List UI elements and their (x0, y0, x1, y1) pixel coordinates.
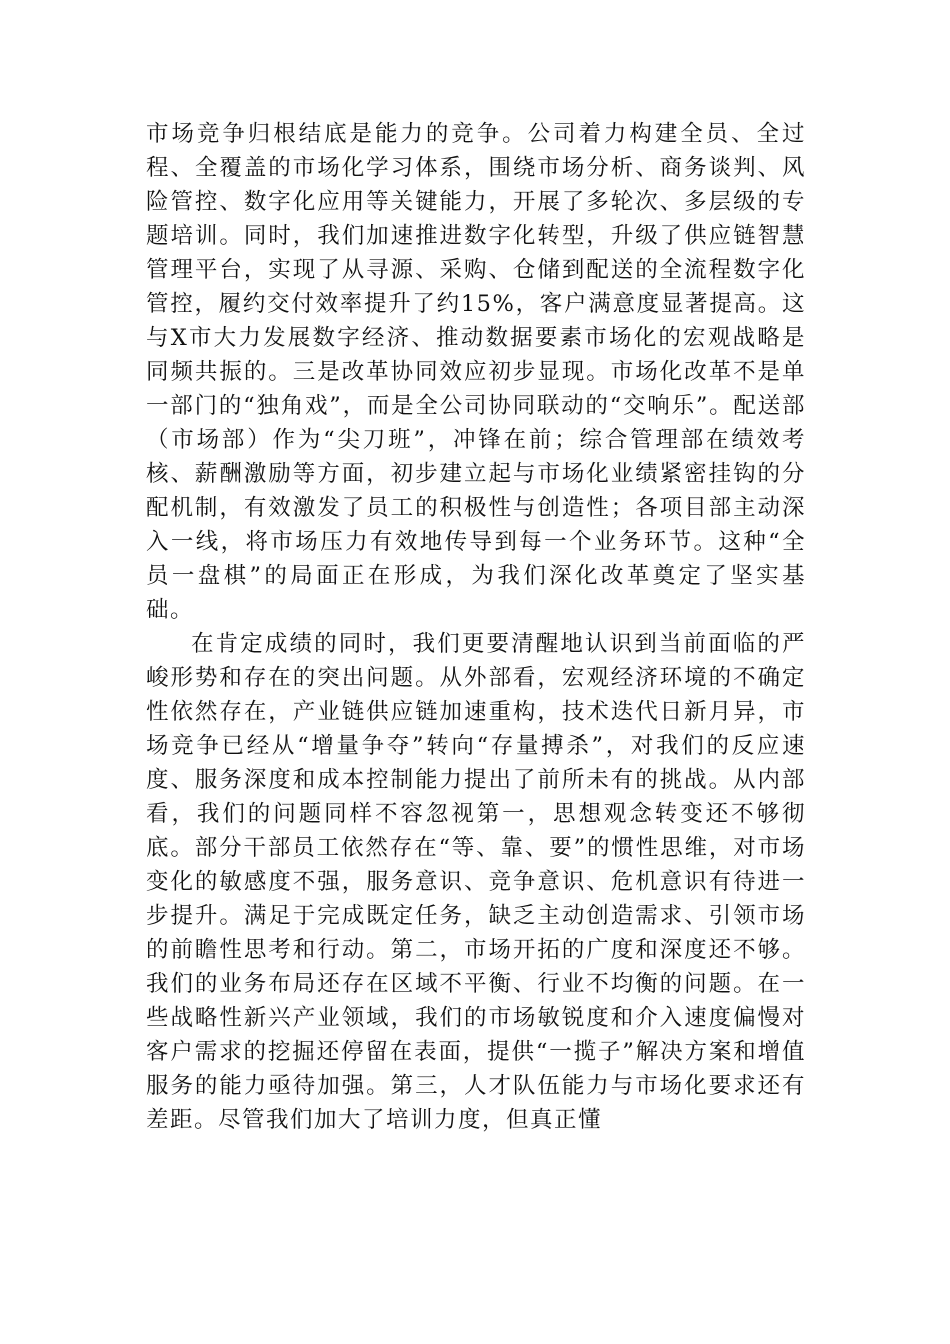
paragraph-2: 在肯定成绩的同时，我们更要清醒地认识到当前面临的严峻形势和存在的突出问题。从外部看，宏观经济环境的不确定性依然存在，产业链供应链加速重构，技术迭代日新月异，市场竞争已经从“增量争夺”转向“存量搏杀”，对我们的反应速度、服务深度和成本控制能力提出了前所未有的挑战。从内部看，我们的问题同样不容忽视第一，思想观念转变还不够彻底。部分干部员工依然存在“等、靠、要”的惯性思维，对市场变化的敏感度不强，服务意识、竞争意识、危机意识有待进一步提升。满足于完成既定任务，缺乏主动创造需求、引领市场的前瞻性思考和行动。第二，市场开拓的广度和深度还不够。我们的业务布局还存在区域不平衡、行业不均衡的问题。在一些战略性新兴产业领域，我们的市场敏锐度和介入速度偏慢对客户需求的挖掘还停留在表面，提供“一揽子”解决方案和增值服务的能力亟待加强。第三，人才队伍能力与市场化要求还有差距。尽管我们加大了培训力度，但真正懂 (146, 631, 806, 1133)
document-body (146, 117, 806, 1137)
paragraph-1: 市场竞争归根结底是能力的竞争。公司着力构建全员、全过程、全覆盖的市场化学习体系，围绕市场分析、商务谈判、风险管控、数字化应用等关键能力，开展了多轮次、多层级的专题培训。同时，我们加速推进数字化转型，升级了供应链智慧管理平台，实现了从寻源、采购、仓储到配送的全流程数字化管控，履约交付效率提升了约15%，客户满意度显著提高。这与X市大力发展数字经济、推动数据要素市场化的宏观战略是同频共振的。三是改革协同效应初步显现。市场化改革不是单一部门的“独角戏”，而是全公司协同联动的“交响乐”。配送部（市场部）作为“尖刀班”，冲锋在前；综合管理部在绩效考核、薪酬激励等方面，初步建立起与市场化业绩紧密挂钩的分配机制，有效激发了员工的积极性与创造性；各项目部主动深入一线，将市场压力有效地传导到每一个业务环节。这种“全员一盘棋”的局面正在形成，为我们深化改革奠定了坚实基础。 (146, 121, 806, 623)
